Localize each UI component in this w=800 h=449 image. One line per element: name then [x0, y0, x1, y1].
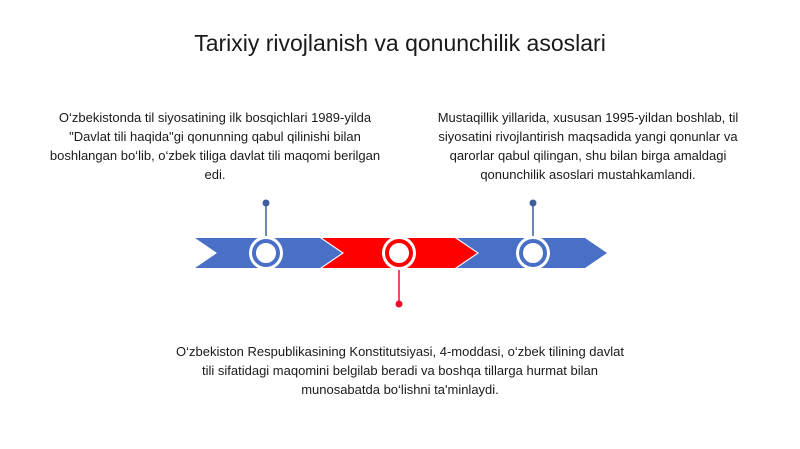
timeline-stem-dot-2 — [396, 301, 403, 308]
timeline-note-2: O‘zbekiston Respublikasining Konstitutsiyasi, 4-moddasi, o‘zbek tilining davlat tili sifatidagi maqomini belgilab beradi va boshqa tillarga hurmat bilan munosabatda bo‘lishni ta'minlaydi. — [175, 344, 624, 397]
timeline-note-3: Mustaqillik yillarida, xususan 1995-yildan boshlab, til siyosatini rivojlantirish maqsadida yangi qonunlar va qarorlar qabul qilingan, shu bilan birga amaldagi qonunchilik asoslari mustahkamlandi. — [437, 110, 739, 182]
timeline-note-1: O‘zbekistonda til siyosatining ilk bosqichlari 1989-yilda "Davlat tili haqida"gi qonunning qabul qilinishi bilan boshlangan bo‘lib, o‘zbek tiliga davlat tili maqomi berilgan edi. — [49, 110, 381, 182]
timeline-marker-3 — [516, 236, 550, 270]
timeline-stem-dot-1 — [263, 200, 270, 207]
page-title: Tarixiy rivojlanish va qonunchilik asoslari — [194, 30, 606, 56]
timeline-marker-1 — [249, 236, 283, 270]
timeline-marker-2 — [382, 236, 416, 270]
timeline-stem-dot-3 — [530, 200, 537, 207]
